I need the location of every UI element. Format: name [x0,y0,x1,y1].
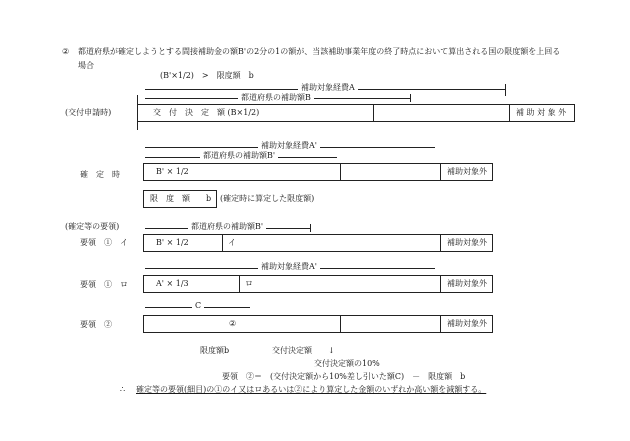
cell-non-eligible: 補助対象外 [447,167,487,176]
cell-a-prime-third: A' × 1/3 [156,279,189,288]
cell-non-eligible: 補助対象外 [447,238,487,247]
cell-b-prime-half: B' × 1/2 [156,167,189,176]
bottom-decision-label: 交付決定額 [272,346,312,355]
label-subsidy-cost-a-prime: 補助対象経費A' [258,141,320,151]
down-arrow-icon: ↓ [328,346,335,355]
brace-end-tick [505,84,506,96]
confirmation-bar [143,163,493,181]
bottom-limit-label: 限度額b [200,346,230,355]
conclusion-text: 確定等の要領(細目)の①のイ又はロあるいは②により算定した金額のいずれか高い額を減額する。 [136,385,487,394]
ten-percent-label: 交付決定額の10% [314,359,380,368]
cell-b-prime-half: B' × 1/2 [156,238,189,247]
row-label-application: (交付申請時) [65,108,112,117]
header-text-line1: 都道府県が確定しようとする間接補助金の額B'の2分の1の額が、当該補助事業年度の終了時点において算出される国の限度額を上回る [78,47,561,56]
cell-non-eligible: 補助対象外 [447,319,487,328]
label-subsidy-cost-a-prime-2: 補助対象経費A' [258,262,320,272]
cell-non-eligible: 補 助 対 象 外 [516,108,567,117]
limit-amount-box [143,190,217,208]
header-number: ② [62,47,70,56]
label-prefecture-subsidy-b-prime-2: 都道府県の補助額B' [188,222,266,232]
row-label-req-1-i: 要領 ① イ [80,238,128,247]
row-label-req-1-ro: 要領 ① ロ [80,280,128,289]
section-label-requirements: (確定等の要領) [65,222,120,231]
application-bar [137,104,575,122]
condition-text: (B'×1/2) > 限度額 b [160,71,254,80]
row-label-confirmation: 確 定 時 [80,170,120,179]
req-1-i-bar [143,234,493,252]
req-2-bar [143,315,493,333]
cell-difference-i: イ [228,238,236,247]
label-prefecture-subsidy-b-prime: 都道府県の補助額B' [200,151,278,161]
req-1-ro-bar [143,275,493,293]
limit-amount-label: 限 度 額 b [150,194,212,203]
brace-end-tick [410,94,411,102]
cell-difference-2: ② [229,319,237,328]
label-subsidy-cost-a: 補助対象経費A [298,83,358,93]
brace-end-tick [310,224,311,232]
formula-text: 要領 ②＝ (交付決定額から10%差し引いた額C) － 限度額 b [222,372,466,381]
cell-decision-amount: 交 付 決 定 額 (B×1/2) [153,108,260,117]
therefore-icon: ∴ [120,385,126,394]
label-c: C [192,301,204,311]
header-text-line2: 場合 [78,61,94,70]
cell-difference-ro: ロ [245,279,253,288]
limit-amount-note: (確定時に算定した限度額) [220,194,315,203]
row-label-req-2: 要領 ② [80,320,112,329]
label-prefecture-subsidy-b: 都道府県の補助額B [238,93,314,103]
cell-non-eligible: 補助対象外 [447,279,487,288]
